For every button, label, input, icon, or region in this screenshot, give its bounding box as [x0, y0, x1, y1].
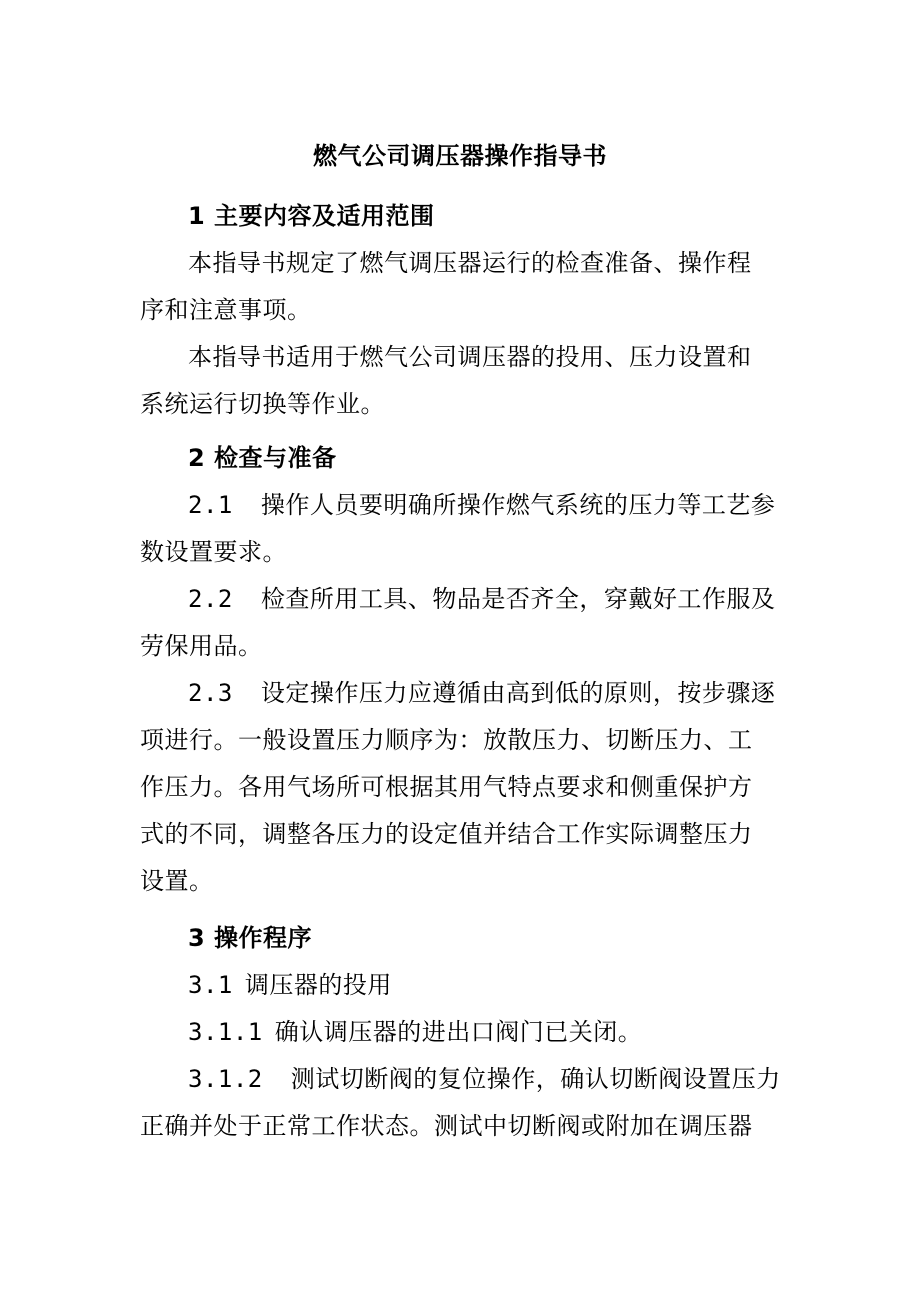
paragraph-line: 数设置要求。 [140, 538, 287, 566]
paragraph-line: 本指导书适用于燃气公司调压器的投用、压力设置和 [188, 343, 752, 371]
section-2-heading: 2 检查与准备 [188, 444, 337, 472]
paragraph-line: 序和注意事项。 [140, 296, 312, 324]
item-number: 2.1 [188, 491, 233, 519]
paragraph-line: 本指导书规定了燃气调压器运行的检查准备、操作程 [188, 249, 752, 277]
section-3 [140, 915, 790, 1150]
paragraph-line: 式的不同，调整各压力的设定值并结合工作实际调整压力 [140, 820, 753, 848]
section-3-heading: 3 操作程序 [188, 924, 313, 952]
paragraph-line: 作压力。各用气场所可根据其用气特点要求和侧重保护方 [140, 773, 753, 801]
section-1-heading: 1 主要内容及适用范围 [188, 202, 435, 230]
item-number: 2.3 [188, 679, 233, 707]
item-text: 操作人员要明确所操作燃气系统的压力等工艺参 [260, 491, 776, 519]
item-text: 测试切断阀的复位操作，确认切断阀设置压力 [290, 1065, 781, 1093]
item-text: 检查所用工具、物品是否齐全，穿戴好工作服及 [260, 585, 776, 613]
paragraph-line: 设置。 [140, 867, 214, 895]
subsection-3-1 [140, 962, 790, 1009]
item-number: 3.1.2 [188, 1065, 263, 1093]
list-item-3-1-2 [140, 1056, 790, 1103]
item-text: 确认调压器的进出口阀门已关闭。 [274, 1018, 643, 1046]
paragraph-line: 项进行。一般设置压力顺序为：放散压力、切断压力、工 [140, 726, 753, 754]
list-item-2-3 [140, 670, 790, 717]
item-number: 3.1 [188, 971, 233, 999]
list-item-2-1 [140, 482, 790, 529]
item-number: 3.1.1 [188, 1018, 263, 1046]
item-text: 调压器的投用 [244, 971, 392, 999]
section-2 [140, 435, 790, 905]
item-text: 设定操作压力应遵循由高到低的原则，按步骤逐 [260, 679, 776, 707]
list-item-3-1-1 [140, 1009, 790, 1056]
list-item-2-2 [140, 576, 790, 623]
document-title: 燃气公司调压器操作指导书 [313, 142, 607, 170]
paragraph-line: 系统运行切换等作业。 [140, 390, 385, 418]
section-1 [140, 193, 790, 428]
paragraph-line: 正确并处于正常工作状态。测试中切断阀或附加在调压器 [140, 1112, 753, 1140]
item-number: 2.2 [188, 585, 233, 613]
paragraph-line: 劳保用品。 [140, 632, 263, 660]
